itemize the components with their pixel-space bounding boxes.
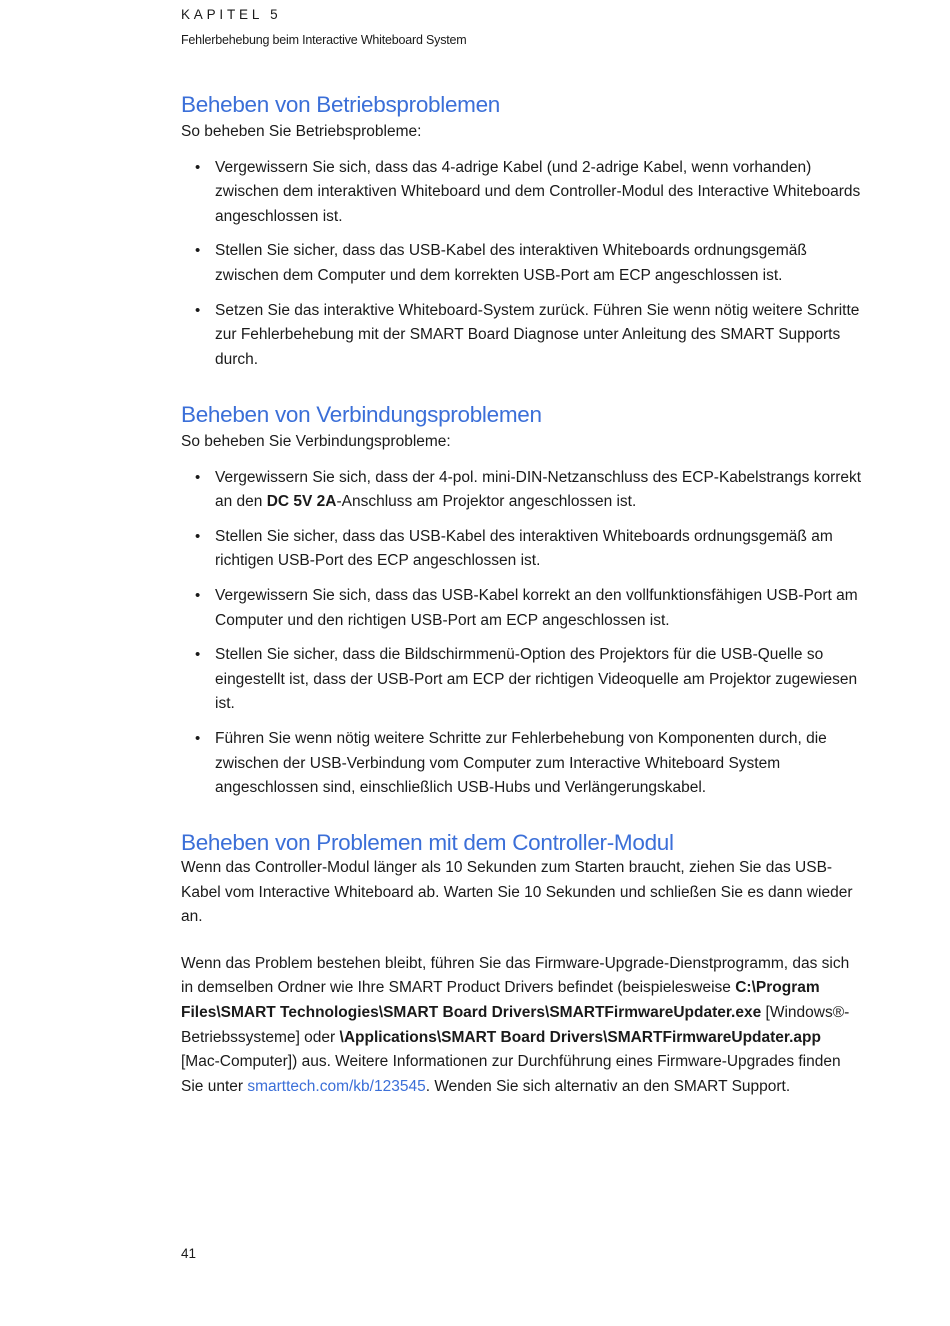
bullet-list xyxy=(181,466,863,801)
section-controller-module xyxy=(181,830,863,1099)
list-item: • Setzen Sie das interaktive Whiteboard-System zurück. Führen Sie wenn nötig weitere Schritte zur Fehlerbehebung mit der SMART Board Diagnose unter Anleitung des SMART Supports durch. xyxy=(181,299,863,373)
page-number: 41 xyxy=(181,1246,197,1261)
bullet-icon: • xyxy=(195,729,201,747)
list-item: • Vergewissern Sie sich, dass das 4-adrige Kabel (und 2-adrige Kabel, wenn vorhanden) zwischen dem interaktiven Whiteboard und dem Controller-Modul des Interactive Whiteboards angeschlossen ist. xyxy=(181,156,863,230)
section-title: Beheben von Problemen mit dem Controller-Modul xyxy=(181,830,674,855)
list-item: • Stellen Sie sicher, dass das USB-Kabel des interaktiven Whiteboards ordnungsgemäß zwischen dem Computer und dem korrekten USB-Port am ECP angeschlossen ist. xyxy=(181,239,863,288)
bullet-icon: • xyxy=(195,527,201,545)
bullet-icon: • xyxy=(195,468,201,486)
section-connection-problems xyxy=(181,402,863,811)
kb-link[interactable]: smarttech.com/kb/123545 xyxy=(247,1077,426,1095)
paragraph: Wenn das Controller-Modul länger als 10 Sekunden zum Starten braucht, ziehen Sie das USB-Kabel vom Interactive Whiteboard ab. Warten Sie 10 Sekunden und schließen Sie es dann wieder an. xyxy=(181,859,853,926)
section-title: Beheben von Verbindungsproblemen xyxy=(181,402,542,427)
section-operation-problems xyxy=(181,92,863,382)
bullet-icon: • xyxy=(195,646,201,664)
bullet-icon: • xyxy=(195,301,201,319)
bullet-icon: • xyxy=(195,586,201,604)
paragraph: Wenn das Problem bestehen bleibt, führen Sie das Firmware-Upgrade-Dienstprogramm, das sich in demselben Ordner wie Ihre SMART Product Drivers befindet (beispielesweise C:\Program Files\SMART Technologies\SMART Board Drivers\SMARTFirmwareUpdater.exe [Windows®-Betriebssysteme] oder \Applications\SMART Board Drivers\SMARTFirmwareUpdater.app [Mac-Computer]) aus. Weitere Informationen zur Durchführung eines Firmware-Upgrades finden Sie unter smarttech.com/kb/123545. Wenden Sie sich alternativ an den SMART Support. xyxy=(181,954,850,1095)
list-item: • Stellen Sie sicher, dass die Bildschirmmenü-Option des Projektors für die USB-Quelle so eingestellt ist, dass der USB-Port am ECP der richtigen Videoquelle am Projektor zugewiesen ist. xyxy=(181,643,863,717)
bullet-icon: • xyxy=(195,242,201,260)
section-lead: So beheben Sie Verbindungsprobleme: xyxy=(181,433,451,450)
list-item: • Vergewissern Sie sich, dass das USB-Kabel korrekt an den vollfunktionsfähigen USB-Port am Computer und den richtigen USB-Port am ECP angeschlossen ist. xyxy=(181,584,863,633)
section-lead: So beheben Sie Betriebsprobleme: xyxy=(181,123,422,140)
list-item: • Vergewissern Sie sich, dass der 4-pol. mini-DIN-Netzanschluss des ECP-Kabelstrangs korrekt an den DC 5V 2A-Anschluss am Projektor angeschlossen ist. xyxy=(181,466,863,515)
chapter-subtitle: Fehlerbehebung beim Interactive Whiteboard System xyxy=(181,33,467,47)
bullet-list xyxy=(181,156,863,373)
list-item: • Stellen Sie sicher, dass das USB-Kabel des interaktiven Whiteboards ordnungsgemäß am richtigen USB-Port des ECP angeschlossen ist. xyxy=(181,525,863,574)
chapter-label: KAPITEL 5 xyxy=(181,7,282,22)
bullet-icon: • xyxy=(195,158,201,176)
list-item: • Führen Sie wenn nötig weitere Schritte zur Fehlerbehebung von Komponenten durch, die zwischen der USB-Verbindung vom Computer zum Interactive Whiteboard System angeschlossen sind, einschließlich USB-Hubs und Verlängerungskabel. xyxy=(181,727,863,801)
section-title: Beheben von Betriebsproblemen xyxy=(181,92,501,117)
